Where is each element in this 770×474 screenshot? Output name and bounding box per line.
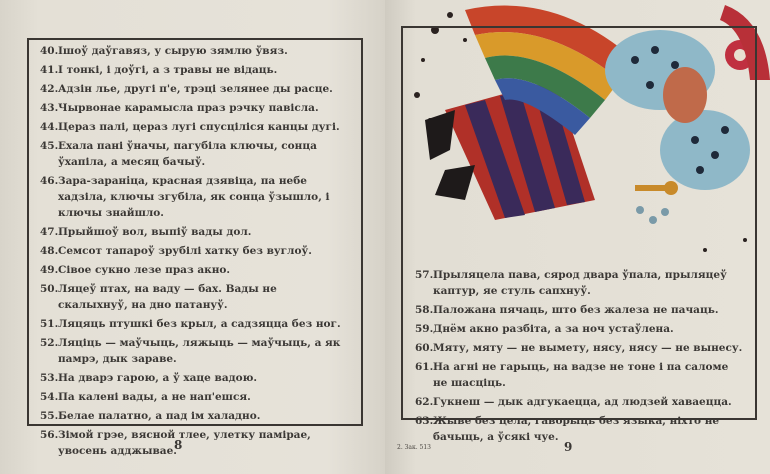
riddle-text: Ляцяць птушкі без крыл, а садзяцца без ног. (58, 318, 341, 330)
riddle-item (40, 81, 350, 97)
riddle-number: 55. (40, 410, 59, 422)
riddle-number: 63. (415, 415, 434, 427)
riddle-item (40, 100, 350, 116)
riddle-text: Гукнеш — дык адгукаецца, ад людзей хаваецца. (433, 396, 732, 408)
riddle-text: Цераз палі, цераз лугі спусціліся канцы дугі. (58, 121, 340, 133)
riddle-text: Па калені вады, а не нап'ешся. (58, 391, 251, 403)
printer-footnote: 2. Зак. 513 (397, 444, 431, 451)
riddle-number: 43. (40, 102, 59, 114)
riddle-number: 59. (415, 323, 434, 335)
riddle-item (40, 427, 350, 459)
riddle-text: Днём акно разбіта, а за ноч устаўлена. (433, 323, 674, 335)
riddle-item (40, 335, 350, 367)
riddle-text: Ехала пані ўначы, пагубіла ключы, сонца ўхапіла, а месяц бачыў. (58, 140, 317, 168)
riddle-text: Зара-заранiца, красная дзявіца, па небе хадзіла, ключы згубіла, як сонца ўзышло, і ключы знайшло. (58, 175, 330, 219)
riddle-text: Ляціць — маўчыць, ляжыць — маўчыць, а як памрэ, дык зараве. (58, 337, 341, 365)
riddle-text: Жыве без цела, гаворыць без языка, ніхто не бачыць, а ўсякі чуе. (433, 415, 720, 443)
riddle-item (40, 138, 350, 170)
riddle-list (40, 40, 350, 459)
riddle-number: 41. (40, 64, 59, 76)
riddle-number: 50. (40, 283, 59, 295)
riddle-number: 56. (40, 429, 59, 441)
riddle-item (40, 281, 350, 313)
riddle-number: 60. (415, 342, 434, 354)
riddle-number: 44. (40, 121, 59, 133)
riddle-item (40, 224, 350, 240)
riddle-item (40, 262, 350, 278)
riddle-number: 47. (40, 226, 59, 238)
riddle-text: Прыляцела пава, сярод двара ўпала, прыляцеў каптур, яе стуль сапхнуў. (433, 269, 727, 297)
riddle-text: Семсот тапароў зрубілі хатку без вуглоў. (58, 245, 312, 257)
riddle-item (40, 119, 350, 135)
riddle-number: 40. (40, 45, 59, 57)
riddle-text: На дварэ гарою, а ў хаце вадою. (58, 372, 258, 384)
right-page (385, 0, 770, 474)
riddle-item (40, 316, 350, 332)
riddle-item (415, 359, 745, 391)
riddle-text: Белае палатно, а пад ім халадно. (58, 410, 261, 422)
riddle-number: 46. (40, 175, 59, 187)
page-number: 9 (564, 440, 573, 454)
riddle-number: 48. (40, 245, 59, 257)
riddle-text: Прыйшоў вол, выпіў вады дол. (58, 226, 252, 238)
riddle-number: 61. (415, 361, 434, 373)
riddle-item (415, 267, 745, 299)
riddle-text: І тонкі, і доўгі, а з травы не відаць. (58, 64, 278, 76)
riddle-text: На агні не гарыць, на вадзе не тоне і па саломе не шасціць. (433, 361, 729, 389)
riddle-item (40, 173, 350, 221)
riddle-item (40, 62, 350, 78)
riddle-text: Чырвонае карамысла праз рэчку павісла. (58, 102, 319, 114)
riddle-text: Ішоў даўгавяз, у сырую зямлю ўвяз. (58, 45, 288, 57)
riddle-text: Зімой грэе, вясной тлее, улетку памірае, увосень адджывае. (58, 429, 311, 457)
riddle-number: 52. (40, 337, 59, 349)
riddle-text: Адзін лье, другі п'е, трэці зелянее ды расце. (58, 83, 333, 95)
riddle-item (415, 302, 745, 318)
riddle-number: 62. (415, 396, 434, 408)
riddle-item (415, 340, 745, 356)
riddle-text: Мяту, мяту — не вымету, нясу, нясу — не вынесу. (433, 342, 743, 354)
riddle-number: 57. (415, 269, 434, 281)
riddle-list (415, 264, 745, 445)
riddle-item (40, 389, 350, 405)
riddle-text: Ляцеў птах, на ваду — бах. Вады не скалыхнуў, на дно патануў. (58, 283, 277, 311)
riddle-number: 42. (40, 83, 59, 95)
riddle-item (415, 321, 745, 337)
riddle-text: Сівое сукно лезе праз акно. (58, 264, 231, 276)
riddle-number: 51. (40, 318, 59, 330)
riddle-number: 49. (40, 264, 59, 276)
riddle-number: 53. (40, 372, 59, 384)
riddle-number: 54. (40, 391, 59, 403)
riddle-item (40, 370, 350, 386)
riddle-item (415, 394, 745, 410)
riddle-item (415, 413, 745, 445)
page-number: 8 (174, 438, 183, 452)
riddle-item (40, 243, 350, 259)
riddle-text: Паложана пячаць, што без жалеза не пачаць. (433, 304, 719, 316)
riddle-item (40, 408, 350, 424)
riddle-number: 45. (40, 140, 59, 152)
riddle-item (40, 43, 350, 59)
riddle-number: 58. (415, 304, 434, 316)
